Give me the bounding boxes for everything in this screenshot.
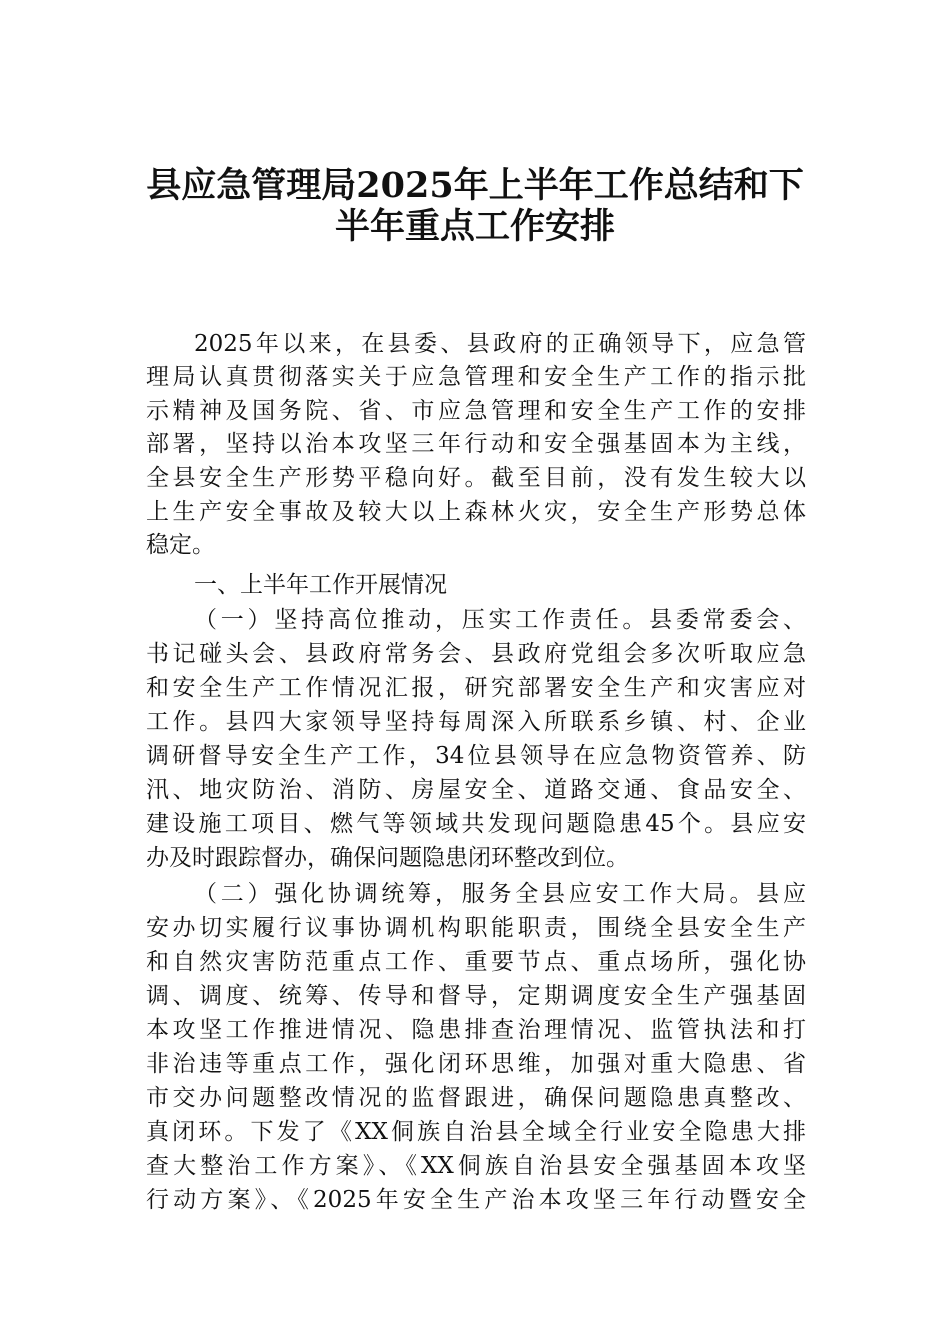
item1-line: 书记碰头会、县政府常务会、县政府党组会多次听取应急 <box>146 641 806 667</box>
item2-line: 查大整治工作方案》、《XX侗族自治县安全强基固本攻坚 <box>146 1153 806 1179</box>
item1-line: 建设施工项目、燃气等领域共发现问题隐患45个。县应安 <box>146 811 806 837</box>
intro-line: 稳定。 <box>146 532 215 558</box>
item2-line: 真闭环。下发了《XX侗族自治县全域全行业安全隐患大排 <box>146 1119 806 1145</box>
item2-line: 和自然灾害防范重点工作、重要节点、重点场所，强化协 <box>146 949 806 975</box>
item2-line: （二）强化协调统筹，服务全县应安工作大局。县应 <box>194 881 806 907</box>
intro-line: 理局认真贯彻落实关于应急管理和安全生产工作的指示批 <box>146 364 806 390</box>
item1-line: 工作。县四大家领导坚持每周深入所联系乡镇、村、企业 <box>146 709 806 735</box>
item2-line: 市交办问题整改情况的监督跟进，确保问题隐患真整改、 <box>146 1085 806 1111</box>
intro-line: 部署，坚持以治本攻坚三年行动和安全强基固本为主线， <box>146 431 806 457</box>
intro-line: 2025年以来，在县委、县政府的正确领导下，应急管 <box>194 331 806 357</box>
document-title-line-2: 半年重点工作安排 <box>334 206 615 247</box>
intro-line: 示精神及国务院、省、市应急管理和安全生产工作的安排 <box>146 398 806 424</box>
item1-line: （一）坚持高位推动，压实工作责任。县委常委会、 <box>194 607 806 633</box>
item2-line: 本攻坚工作推进情况、隐患排查治理情况、监管执法和打 <box>146 1017 806 1043</box>
intro-line: 上生产安全事故及较大以上森林火灾，安全生产形势总体 <box>146 499 806 525</box>
item2-line: 调、调度、统筹、传导和督导，定期调度安全生产强基固 <box>146 983 806 1009</box>
item1-line: 办及时跟踪督办，确保问题隐患闭环整改到位。 <box>146 845 629 871</box>
document-title-line-1: 县应急管理局2025年上半年工作总结和下 <box>146 165 804 206</box>
item1-line: 汛、地灾防治、消防、房屋安全、道路交通、食品安全、 <box>146 777 806 803</box>
item2-line: 安办切实履行议事协调机构职能职责，围绕全县安全生产 <box>146 915 806 941</box>
item1-line: 和安全生产工作情况汇报，研究部署安全生产和灾害应对 <box>146 675 806 701</box>
item2-line: 非治违等重点工作，强化闭环思维，加强对重大隐患、省 <box>146 1051 806 1077</box>
intro-line: 全县安全生产形势平稳向好。截至目前，没有发生较大以 <box>146 465 806 491</box>
section-heading: 一、上半年工作开展情况 <box>194 572 447 598</box>
item1-line: 调研督导安全生产工作，34位县领导在应急物资管养、防 <box>146 743 806 769</box>
item2-line: 行动方案》、《2025年安全生产治本攻坚三年行动暨安全 <box>146 1187 806 1213</box>
